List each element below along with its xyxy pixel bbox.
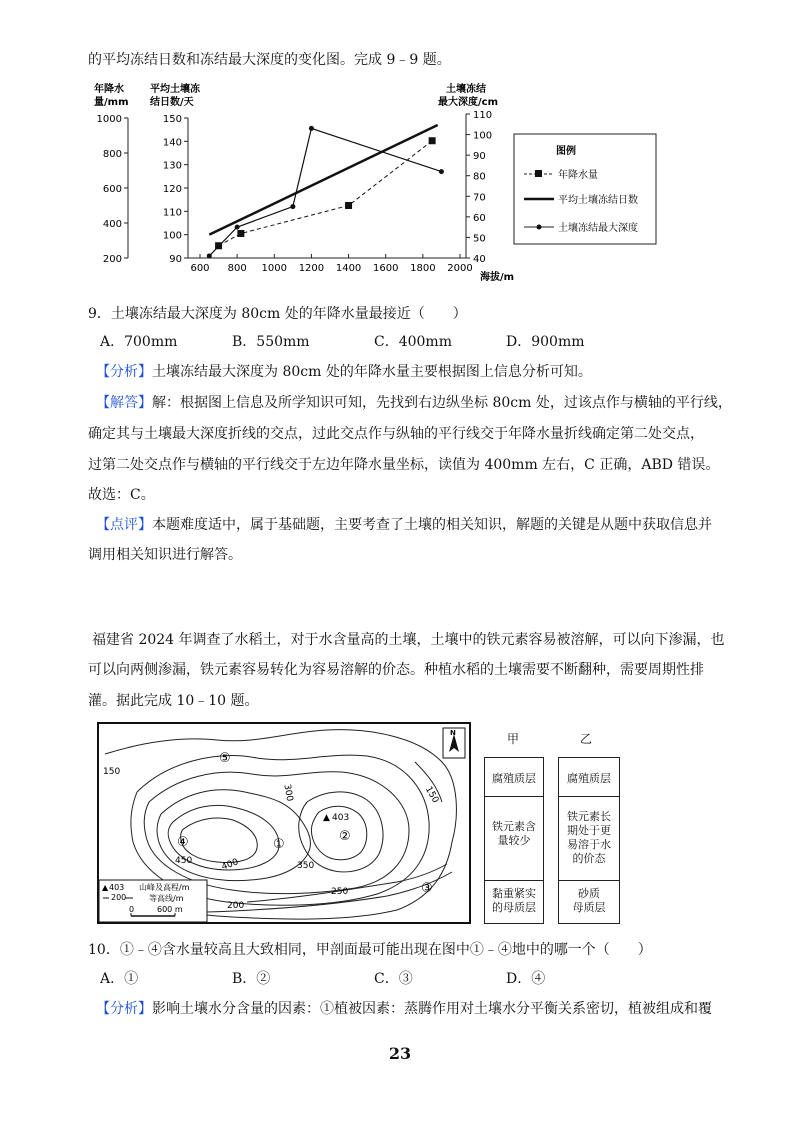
x-tick-label-1: 800: [227, 263, 247, 274]
left-axis1-label-l2: 量/mm: [94, 97, 129, 108]
series-3-point-0: [207, 253, 212, 258]
site-4: ④: [177, 835, 189, 850]
axis-depth-tick-label-1: 50: [473, 233, 486, 245]
axis-precip-tick-label-0: 200: [102, 254, 122, 265]
north-arrow: [443, 728, 465, 758]
x-tick-label-5: 1600: [372, 263, 399, 274]
profile-yi-bottom-1: 砂质: [578, 887, 600, 900]
contour-label-400: 400: [220, 857, 240, 873]
axis-days-tick-label-3: 120: [162, 184, 182, 195]
profile-yi-title: 乙: [580, 732, 593, 746]
legend-contour-value: 200: [111, 893, 127, 902]
q10-option-d: D．④: [506, 971, 546, 987]
right-axis-label-l2: 最大深度/cm: [438, 97, 498, 108]
axis-depth-tick-label-6: 100: [473, 130, 493, 142]
profile-jia-bottom-1: 黏重紧实: [492, 887, 536, 900]
legend-title: 图例: [556, 146, 576, 157]
peak-elevation: 403: [332, 813, 350, 823]
profile-jia-mid-2: 量较少: [497, 834, 531, 847]
axis-depth-tick-label-2: 60: [473, 212, 486, 224]
axis-days-tick-label-4: 130: [162, 160, 182, 172]
map-legend: [99, 880, 207, 922]
series-3-point-1: [235, 225, 240, 230]
series-3-point-4: [439, 169, 444, 174]
legend-series-1: 年降水量: [558, 170, 598, 181]
left-axis2-label-l2: 结日数/天: [150, 97, 194, 108]
profile-jia-title: 甲: [507, 732, 520, 746]
legend-series-2: 平均土壤冻结日数: [558, 195, 638, 206]
profile-jia-bottom-2: 的母质层: [492, 901, 536, 914]
q9-answer: [96, 393, 732, 413]
q9-analysis-text: 土壤冻结最大深度为 80cm 处的年降水量主要根据图上信息分析可知。: [152, 364, 592, 380]
profile-yi-bottom-2: 母质层: [572, 901, 606, 914]
series-1-line: [219, 141, 433, 246]
series-1-point-3: [429, 137, 436, 144]
q10-option-b: B．②: [232, 971, 271, 987]
q9-analysis-tag: 【分析】: [96, 364, 152, 380]
series-1-point-1: [237, 230, 244, 237]
axis-depth-tick-label-4: 80: [473, 171, 486, 183]
axis-depth-tick-label-7: 110: [473, 110, 493, 121]
topographic-map: [97, 722, 471, 928]
axis-precip-tick-label-2: 600: [102, 184, 122, 195]
intro2-l2: 可以向两侧渗漏，铁元素容易转化为容易溶解的价态。种植水稻的土壤需要不断翻种，需要周期性排: [88, 662, 704, 678]
contour-label-450: 450: [175, 856, 193, 866]
q9-answer-l4: 故选：C。: [88, 487, 155, 503]
axes-layer: [97, 110, 493, 274]
q9-answer-l1: 解：根据图上信息及所学知识可知，先找到右边纵坐标 80cm 处，过该点作与横轴的平行线，: [152, 395, 732, 411]
q9-stem: 9．土壤冻结最大深度为 80cm 处的年降水量最接近（ ）: [88, 306, 467, 322]
page-number: 23: [388, 1044, 412, 1063]
profile-yi-top: 腐殖质层: [567, 772, 611, 785]
profile-jia-top: 腐殖质层: [492, 772, 536, 785]
q9-option-b: B．550mm: [232, 334, 310, 350]
series-layer: [207, 125, 444, 258]
series-3-point-2: [290, 204, 295, 209]
site-3: ③: [421, 881, 433, 896]
contour-label-250: 250: [331, 887, 349, 897]
intro2-l1: 福建省 2024 年调查了水稻土，对于水含量高的土壤，土壤中的铁元素容易被溶解，可以向下渗漏，也: [92, 632, 725, 648]
profile-jia-mid-1: 铁元素含: [492, 820, 536, 833]
q9-answer-tag: 【解答】: [96, 395, 152, 411]
q9-comment-l1: 本题难度适中，属于基础题，主要考查了土壤的相关知识，解题的关键是从题中获取信息并: [152, 517, 712, 533]
legend-contour-label: 等高线/m: [149, 894, 184, 903]
intro2-l3: 灌。据此完成 10﹣10 题。: [88, 693, 259, 709]
axis-depth-tick-label-3: 70: [473, 192, 486, 204]
q9-comment: [96, 515, 712, 535]
q10-analysis-tag: 【分析】: [96, 1001, 152, 1017]
profile-yi-mid-4: 的价态: [572, 852, 606, 865]
legend-peak-icon: ▲: [102, 883, 109, 892]
axis-days-tick-label-1: 100: [162, 230, 182, 242]
x-tick-label-6: 1800: [410, 263, 436, 274]
q9-analysis: [96, 362, 592, 382]
scale-600: 600 m: [157, 905, 183, 914]
series-3-point-3: [309, 126, 314, 131]
x-tick-label-3: 1200: [298, 263, 325, 274]
contour-label-350: 350: [297, 861, 315, 871]
q9-comment-l2: 调用相关知识进行解答。: [88, 547, 242, 563]
q9-answer-l3: 过第二处交点作与横轴的平行线交于左边年降水量坐标，读值为 400mm 左右，C 正确，ABD 错误。: [88, 457, 720, 473]
legend-series-3: 土壤冻结最大深度: [558, 223, 638, 234]
x-tick-label-4: 1400: [335, 263, 362, 274]
axis-depth-tick-label-5: 90: [473, 151, 486, 163]
profile-yi-mid-1: 铁元素长: [567, 810, 611, 823]
axis-precip-tick-label-4: 1000: [96, 114, 122, 125]
site-5: ⑤: [219, 751, 231, 766]
q9-answer-l2: 确定其与土壤最大深度折线的交点，过此交点作与纵轴的平行线交于年降水量折线确定第二处交点，: [88, 426, 704, 442]
axis-days-tick-label-5: 140: [162, 137, 182, 149]
right-axis-label-l1: 土壤冻结: [446, 84, 486, 95]
axis-precip-tick-label-3: 800: [102, 149, 122, 160]
q10-option-c: C．③: [374, 971, 413, 987]
q9-comment-tag: 【点评】: [96, 517, 152, 533]
series-2-line: [209, 125, 437, 235]
site-1: ①: [273, 837, 285, 852]
q10-stem: 10．①﹣④含水量较高且大致相同，甲剖面最可能出现在图中①﹣④地中的哪一个（ ）: [88, 942, 652, 958]
series-1-point-2: [345, 202, 352, 209]
intro-text: 的平均冻结日数和冻结最大深度的变化图。完成 9﹣9 题。: [88, 52, 451, 68]
x-tick-label-2: 1000: [261, 263, 288, 274]
axis-days-tick-label-0: 90: [169, 254, 182, 265]
legend-peak-value: 403: [109, 883, 125, 892]
contour-label-150-left: 150: [103, 767, 121, 777]
axis-days-tick-label-6: 150: [162, 114, 182, 125]
profile-jia: [484, 757, 544, 924]
x-tick-label-0: 600: [190, 263, 210, 274]
left-axis1-label-l1: 年降水: [94, 84, 124, 95]
x-tick-label-7: 2000: [447, 263, 473, 274]
profile-yi-mid-3: 易溶于水: [567, 838, 611, 851]
peak-icon: ▲: [323, 813, 330, 823]
q9-option-d: D．900mm: [506, 334, 585, 350]
contour-label-300: 300: [281, 783, 295, 803]
q9-option-a: A．700mm: [100, 334, 178, 350]
site-2: ②: [339, 829, 351, 844]
x-axis-label: 海拔/m: [480, 272, 515, 283]
profile-yi-mid-2: 期处于更: [567, 824, 611, 837]
profile-yi: [558, 757, 620, 924]
q10-analysis-text: 影响土壤水分含量的因素：①植被因素：蒸腾作用对土壤水分平衡关系密切，植被组成和覆: [152, 1001, 712, 1017]
axis-depth-tick-label-0: 40: [473, 254, 486, 265]
q9-option-c: C．400mm: [374, 334, 452, 350]
legend-peak-label: 山峰及高程/m: [139, 883, 190, 892]
axis-days-tick-label-2: 110: [162, 207, 182, 219]
axis-precip-tick-label-1: 400: [102, 219, 122, 230]
contour-label-150-right: 150: [422, 785, 441, 805]
contour-label-200: 200: [227, 901, 245, 911]
left-axis2-label-l1: 平均土壤冻: [150, 84, 200, 95]
north-label: N: [450, 729, 456, 737]
chart-soil-freezing: [88, 72, 668, 287]
q10-option-a: A．①: [100, 971, 139, 987]
chart-legend: [514, 134, 656, 244]
scale-zero: 0: [129, 905, 135, 914]
q10-analysis: [96, 999, 712, 1019]
